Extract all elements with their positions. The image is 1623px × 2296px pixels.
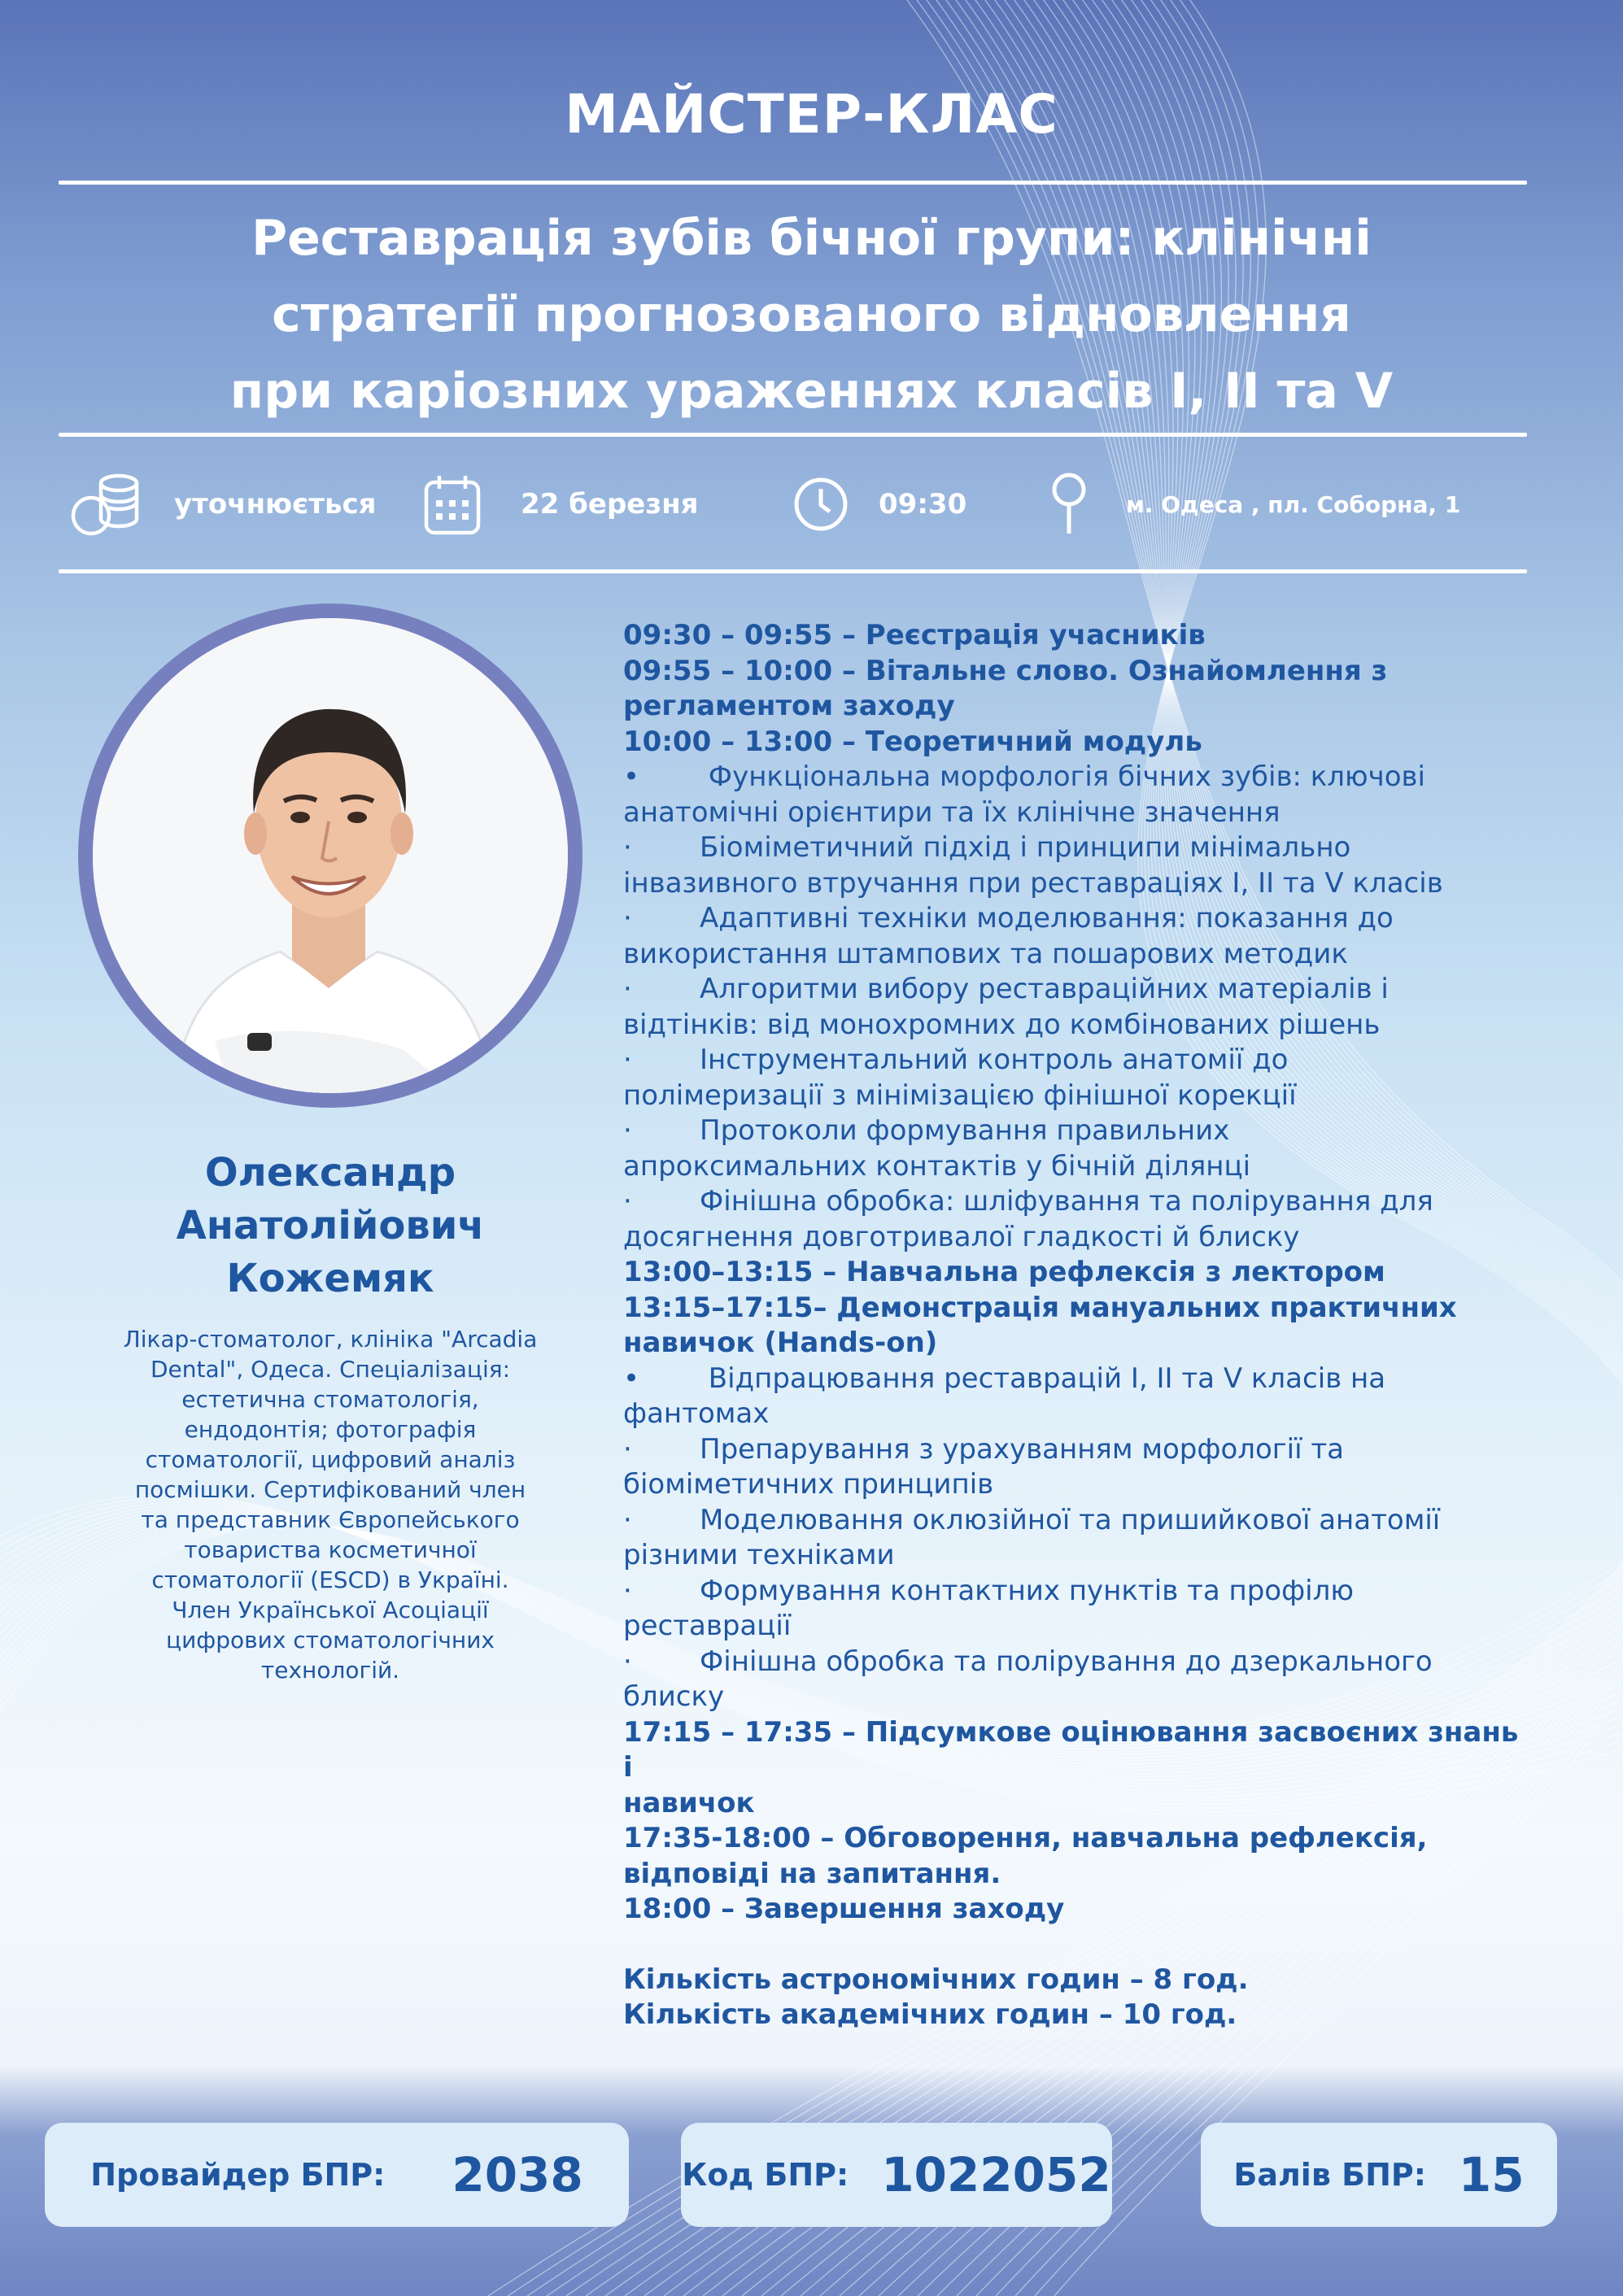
points-badge <box>1201 2123 1557 2227</box>
speaker-photo <box>93 618 568 1093</box>
program-item-line <box>623 1645 1534 1680</box>
program-item-line <box>623 1574 1534 1610</box>
program-item-line <box>623 1432 1534 1468</box>
location-text: м. Одеса , пл. Соборна, 1 <box>1126 490 1461 518</box>
speaker-bio <box>70 1324 591 1685</box>
program-line-text: анатомічні орієнтири та їх клінічне значення <box>623 795 1281 829</box>
program-line-text: Препарування з урахуванням морфології та <box>700 1432 1344 1466</box>
bullet-marker: · <box>623 1503 632 1536</box>
bullet-marker: · <box>623 1645 632 1678</box>
program-line-text: Фінішна обробка: шліфування та полірування для <box>700 1185 1433 1218</box>
course-title-line: Реставрація зубів бічної групи: клінічні <box>251 210 1372 267</box>
speaker-name-line: Олександр <box>204 1150 456 1196</box>
location-pin-icon <box>1049 472 1089 537</box>
program-line-text: інвазивного втручання при реставраціях I, II та V класів <box>623 866 1443 900</box>
bullet-marker: · <box>623 1432 632 1466</box>
program-item-line <box>623 1609 1534 1645</box>
program-item-line <box>623 866 1534 902</box>
program-line-text: полімеризації з мінімізацією фінішної корекції <box>623 1078 1297 1112</box>
program-spacer <box>623 1928 1534 1963</box>
program-line-text: Функціональна морфологія бічних зубів: ключові <box>700 760 1426 793</box>
provider-label: Провайдер БПР: <box>90 2157 386 2193</box>
bullet-marker: · <box>623 1043 632 1076</box>
program-line-text: відтінків: від монохромних до комбінованих рішень <box>623 1008 1381 1041</box>
speaker-bio-line: технологій. <box>260 1657 400 1684</box>
program-item-line <box>623 1043 1534 1078</box>
program-line-text: фантомах <box>623 1397 770 1430</box>
program-line-text: 17:35-18:00 – Обговорення, навчальна рефлексія, <box>623 1822 1428 1854</box>
program-item-line <box>623 760 1534 795</box>
program-line-text: 13:00–13:15 – Навчальна рефлексія з лектором <box>623 1256 1385 1288</box>
provider-badge <box>45 2123 629 2227</box>
program-item-line <box>623 1184 1534 1220</box>
program-item-line <box>623 795 1534 831</box>
program-heading-line <box>623 1326 1534 1361</box>
program-line-text: 09:30 – 09:55 – Реєстрація учасників <box>623 619 1206 651</box>
program-line-text: використання штампових та пошарових методик <box>623 937 1348 970</box>
bullet-marker: · <box>623 1114 632 1147</box>
program-line-text: 09:55 – 10:00 – Вітальне слово. Ознайомлення з <box>623 654 1388 687</box>
speaker-bio-line: Член Української Асоціації <box>172 1597 489 1623</box>
bullet-marker: • <box>623 1361 640 1395</box>
program-item-line <box>623 1149 1534 1185</box>
program-item-line <box>623 1008 1534 1043</box>
program-schedule <box>623 618 1534 2033</box>
program-line-text: апроксимальних контактів у бічній ділянці <box>623 1149 1251 1183</box>
speaker-bio-line: та представник Європейського <box>141 1506 520 1533</box>
code-badge <box>681 2123 1112 2227</box>
program-heading-line <box>623 1291 1534 1327</box>
title-divider <box>59 181 1527 185</box>
bullet-marker: · <box>623 831 632 864</box>
bullet-marker: • <box>623 760 640 793</box>
program-line-text: досягнення довготривалої гладкості й блиску <box>623 1220 1300 1253</box>
code-value: 1022052 <box>881 2147 1111 2202</box>
program-line-text: Відпрацювання реставрацій I, II та V класів на <box>700 1361 1386 1395</box>
program-heading-line <box>623 1715 1534 1786</box>
speaker-bio-line: Лікар-стоматолог, клініка "Arcadia <box>123 1326 538 1353</box>
bullet-marker: · <box>623 1185 632 1218</box>
info-divider <box>59 569 1527 573</box>
program-item-line <box>623 1078 1534 1114</box>
course-title <box>49 200 1574 429</box>
speaker-bio-line: цифрових стоматологічних <box>166 1627 495 1653</box>
program-item-line <box>623 972 1534 1008</box>
program-line-text: 18:00 – Завершення заходу <box>623 1893 1065 1925</box>
program-line-text: 17:15 – 17:35 – Підсумкове оцінювання засвоєних знань і <box>623 1715 1519 1784</box>
program-line-text: Моделювання оклюзійної та пришийкової анатомії <box>700 1503 1441 1536</box>
program-line-text: Фінішна обробка та полірування до дзеркального <box>700 1645 1433 1678</box>
program-line-text: Адаптивні техніки моделювання: показання до <box>700 902 1394 935</box>
event-info-row <box>0 464 1623 545</box>
speaker-bio-line: ендодонтія; фотографія <box>184 1416 477 1443</box>
time-text: 09:30 <box>879 488 967 521</box>
program-line-text: біоміметичних принципів <box>623 1468 994 1501</box>
program-line-text: Алгоритми вибору реставраційних матеріалів і <box>700 973 1389 1005</box>
course-title-line: при каріозних ураженнях класів I, II та V <box>229 363 1394 420</box>
speaker-name <box>78 1147 582 1305</box>
program-line-text: Біоміметичний підхід і принципи мінімально <box>700 831 1351 864</box>
program-line-text: відповіді на запитання. <box>623 1857 1001 1890</box>
program-heading-line <box>623 725 1534 760</box>
program-line-text: регламентом заходу <box>623 690 955 722</box>
points-value: 15 <box>1458 2147 1525 2202</box>
program-heading-line <box>623 1963 1534 1998</box>
date-info <box>423 464 698 545</box>
speaker-bio-line: естетична стоматологія, <box>181 1386 479 1413</box>
location-info <box>1049 464 1460 545</box>
speaker-bio-line: Dental", Одеса. Спеціалізація: <box>150 1356 511 1383</box>
program-heading-line <box>623 1255 1534 1291</box>
points-label: Балів БПР: <box>1233 2157 1426 2193</box>
coins-icon <box>67 465 145 543</box>
price-info <box>67 464 376 545</box>
program-line-text: Формування контактних пунктів та профілю <box>700 1574 1354 1607</box>
code-label: Код БПР: <box>682 2157 849 2193</box>
price-text: уточнюється <box>174 488 377 521</box>
time-info <box>792 464 966 545</box>
program-line-text: навичок <box>623 1786 755 1819</box>
program-item-line <box>623 1680 1534 1715</box>
program-heading-line <box>623 1998 1534 2033</box>
program-item-line <box>623 1396 1534 1432</box>
speaker-name-line: Кожемяк <box>226 1256 434 1301</box>
subtitle-divider <box>59 433 1527 437</box>
program-line-text: реставрації <box>623 1610 792 1642</box>
program-line-text: навичок (Hands-on) <box>623 1327 938 1359</box>
program-heading-line <box>623 618 1534 654</box>
program-line-text: Кількість академічних годин – 10 год. <box>623 1998 1237 2031</box>
speaker-bio-line: стоматології (ESCD) в Україні. <box>151 1566 509 1593</box>
program-line-text: блиску <box>623 1680 725 1713</box>
program-line-text: різними техніками <box>623 1539 895 1571</box>
program-item-line <box>623 1538 1534 1574</box>
program-heading-line <box>623 689 1534 725</box>
bullet-marker: · <box>623 1574 632 1607</box>
program-item-line <box>623 1361 1534 1397</box>
program-line-text: Протоколи формування правильних <box>700 1114 1230 1147</box>
provider-value: 2038 <box>452 2147 583 2202</box>
speaker-bio-line: стоматології, цифровий аналіз <box>145 1446 516 1473</box>
program-item-line <box>623 1113 1534 1149</box>
program-item-line <box>623 901 1534 937</box>
program-item-line <box>623 937 1534 973</box>
program-item-line <box>623 1220 1534 1256</box>
program-heading-line <box>623 1857 1534 1893</box>
bullet-marker: · <box>623 902 632 935</box>
clock-icon <box>792 476 849 533</box>
date-text: 22 березня <box>521 488 699 521</box>
program-heading-line <box>623 1821 1534 1857</box>
calendar-icon <box>423 473 482 536</box>
speaker-name-line: Анатолійович <box>176 1203 485 1248</box>
program-item-line <box>623 830 1534 866</box>
course-title-line: стратегії прогнозованого відновлення <box>272 286 1351 343</box>
speaker-bio-line: товариства косметичної <box>184 1536 477 1563</box>
page-title: МАЙСТЕР-КЛАС <box>565 83 1058 146</box>
speaker-bio-line: посмішки. Сертифікований член <box>134 1476 526 1503</box>
speaker-photo-frame <box>78 603 582 1108</box>
program-heading-line <box>623 1786 1534 1822</box>
program-line-text: Інструментальний контроль анатомії до <box>700 1043 1289 1076</box>
program-line-text: Кількість астрономічних годин – 8 год. <box>623 1963 1249 1996</box>
bullet-marker: · <box>623 973 632 1005</box>
program-line-text: 10:00 – 13:00 – Теоретичний модуль <box>623 725 1202 758</box>
program-heading-line <box>623 654 1534 690</box>
program-item-line <box>623 1503 1534 1539</box>
program-heading-line <box>623 1892 1534 1928</box>
program-item-line <box>623 1467 1534 1503</box>
program-line-text: 13:15–17:15– Демонстрація мануальних практичних <box>623 1291 1457 1324</box>
